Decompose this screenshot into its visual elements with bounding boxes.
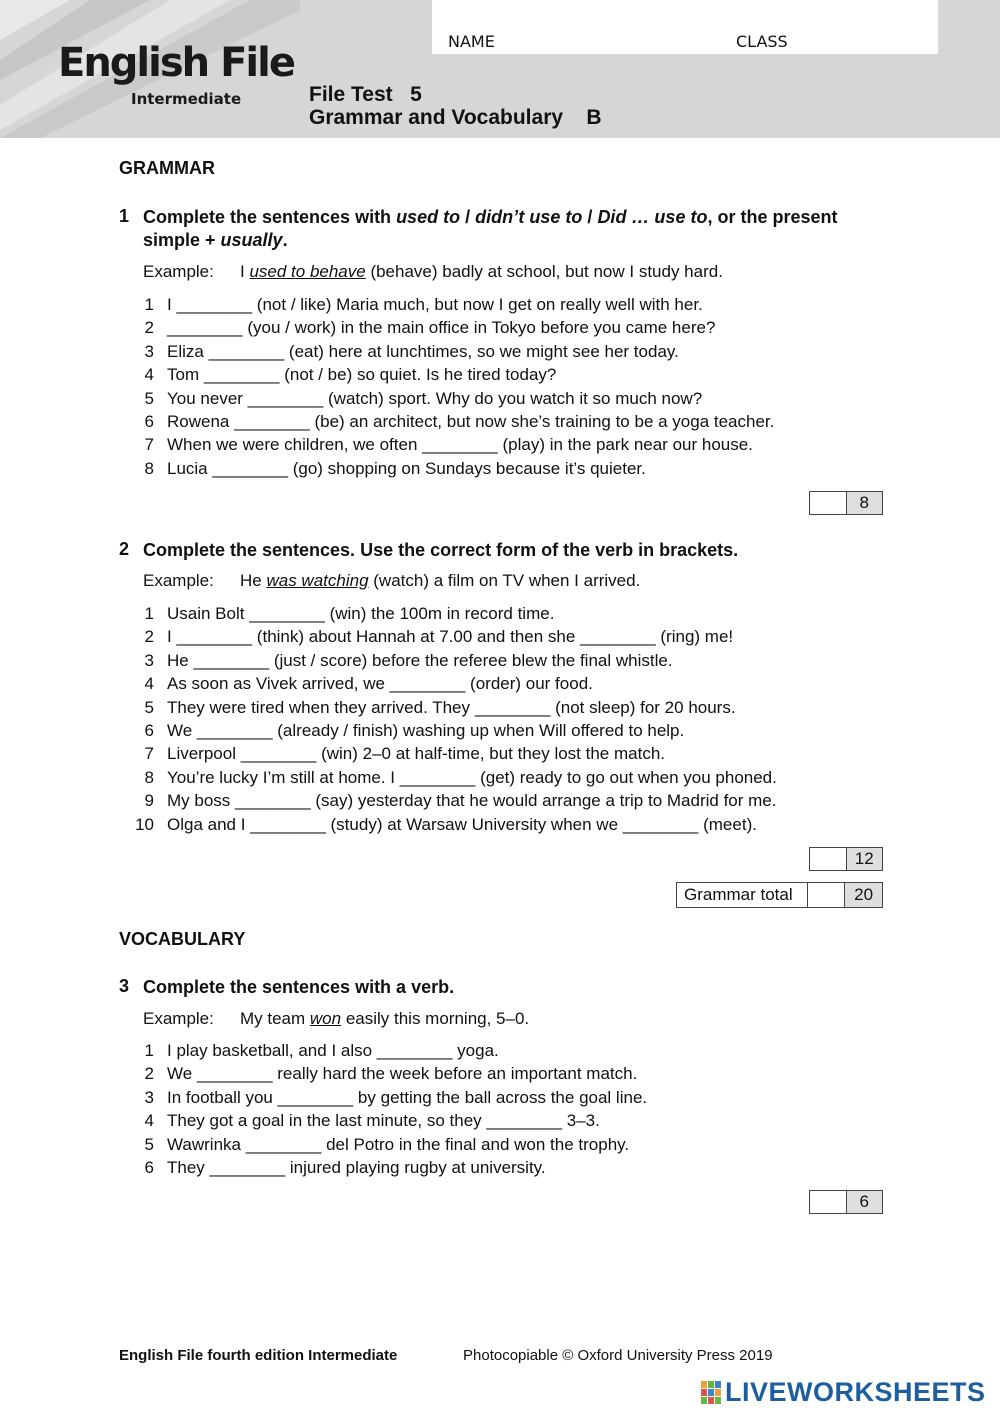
list-item[interactable]: 6 We ________ (already / finish) washing up when Will offered to help. xyxy=(144,720,685,740)
list-item[interactable]: 8 You’re lucky I’m still at home. I ________ (get) ready to go out when you phoned. xyxy=(144,767,777,787)
list-item[interactable]: 9 My boss ________ (say) yesterday that he would arrange a trip to Madrid for me. xyxy=(144,791,777,811)
list-item[interactable]: 2 I ________ (think) about Hannah at 7.00 and then she ________ (ring) me! xyxy=(144,627,734,647)
list-item[interactable]: 6 Rowena ________ (be) an architect, but now she’s training to be a yoga teacher. xyxy=(144,411,775,431)
list-item[interactable]: 1 I ________ (not / like) Maria much, but now I get on really well with her. xyxy=(144,295,703,314)
grammar-total-box xyxy=(676,882,883,908)
list-item[interactable]: 10 Olga and I ________ (study) at Warsaw University when we ________ (meet). xyxy=(135,814,757,834)
grammar-heading: GRAMMAR xyxy=(119,158,215,178)
list-item[interactable]: 4 Tom ________ (not / be) so quiet. Is he tired today? xyxy=(144,365,557,385)
score-box-q1 xyxy=(809,491,883,515)
score-input[interactable] xyxy=(808,883,845,907)
score-max: 20 xyxy=(845,883,882,907)
list-item[interactable]: 8 Lucia ________ (go) shopping on Sundays because it’s quieter. xyxy=(144,458,646,478)
score-input[interactable] xyxy=(810,492,847,514)
header-band xyxy=(0,0,1000,138)
list-item[interactable]: 6 They ________ injured playing rugby at university. xyxy=(144,1157,546,1177)
question-1-instruction: Complete the sentences with used to / didn’t use to / Did … use to, or the present simple + usually. xyxy=(143,207,838,250)
name-class-box[interactable] xyxy=(432,0,938,54)
list-item[interactable]: 3 He ________ (just / score) before the referee blew the final whistle. xyxy=(144,650,673,670)
score-max: 6 xyxy=(847,1191,883,1213)
score-max: 12 xyxy=(847,848,883,870)
question-number: 3 xyxy=(119,976,130,996)
question-2-example: Example: He was watching (watch) a film on TV when I arrived. xyxy=(143,571,641,590)
test-subtitle: Grammar and Vocabulary B xyxy=(309,106,602,129)
footer-copyright: Photocopiable © Oxford University Press 2019 xyxy=(463,1347,773,1364)
score-input[interactable] xyxy=(810,1191,847,1213)
list-item[interactable]: 2 We ________ really hard the week before an important match. xyxy=(144,1064,638,1084)
watermark-text: LIVEWORKSHEETS xyxy=(725,1377,986,1407)
question-3-items xyxy=(130,1039,890,1179)
question-3-example: Example: My team won easily this morning, 5–0. xyxy=(143,1009,530,1028)
question-number: 1 xyxy=(119,206,130,226)
question-2-instruction: Complete the sentences. Use the correct form of the verb in brackets. xyxy=(143,540,739,560)
liveworksheets-watermark[interactable] xyxy=(700,1377,986,1408)
score-input[interactable] xyxy=(810,848,847,870)
brand-logo: English File xyxy=(58,40,294,86)
list-item[interactable]: 5 You never ________ (watch) sport. Why do you watch it so much now? xyxy=(144,388,703,408)
list-item[interactable]: 2 ________ (you / work) in the main office in Tokyo before you came here? xyxy=(144,318,716,338)
list-item[interactable]: 7 When we were children, we often ________ (play) in the park near our house. xyxy=(144,435,753,455)
test-title: File Test 5 xyxy=(309,83,422,106)
list-item[interactable]: 3 In football you ________ by getting the ball across the goal line. xyxy=(144,1087,648,1107)
brand-level: Intermediate xyxy=(131,90,242,108)
list-item[interactable]: 4 As soon as Vivek arrived, we ________ (order) our food. xyxy=(144,674,593,694)
score-max: 8 xyxy=(847,492,883,514)
liveworksheets-logo-icon xyxy=(700,1380,722,1406)
list-item[interactable]: 5 Wawrinka ________ del Potro in the final and won the trophy. xyxy=(144,1134,630,1154)
list-item[interactable]: 1 I play basketball, and I also ________ yoga. xyxy=(144,1041,499,1060)
list-item[interactable]: 1 Usain Bolt ________ (win) the 100m in record time. xyxy=(144,604,555,623)
class-label: CLASS xyxy=(736,32,788,51)
list-item[interactable]: 4 They got a goal in the last minute, so they ________ 3–3. xyxy=(144,1111,600,1131)
grammar-total-label: Grammar total xyxy=(677,883,808,907)
score-box-q2 xyxy=(809,847,883,871)
name-label: NAME xyxy=(448,32,495,51)
list-item[interactable]: 7 Liverpool ________ (win) 2–0 at half-time, but they lost the match. xyxy=(144,744,666,764)
question-2-items xyxy=(130,602,890,836)
question-3-instruction: Complete the sentences with a verb. xyxy=(143,977,455,997)
vocabulary-heading: VOCABULARY xyxy=(119,929,246,949)
list-item[interactable]: 5 They were tired when they arrived. They ________ (not sleep) for 20 hours. xyxy=(144,697,736,717)
question-1-example: Example: I used to behave (behave) badly at school, but now I study hard. xyxy=(143,262,723,281)
score-box-q3 xyxy=(809,1190,883,1214)
question-1-items xyxy=(130,293,890,480)
list-item[interactable]: 3 Eliza ________ (eat) here at lunchtimes, so we might see her today. xyxy=(144,341,679,361)
footer-edition: English File fourth edition Intermediate xyxy=(119,1347,398,1364)
question-number: 2 xyxy=(119,539,130,559)
